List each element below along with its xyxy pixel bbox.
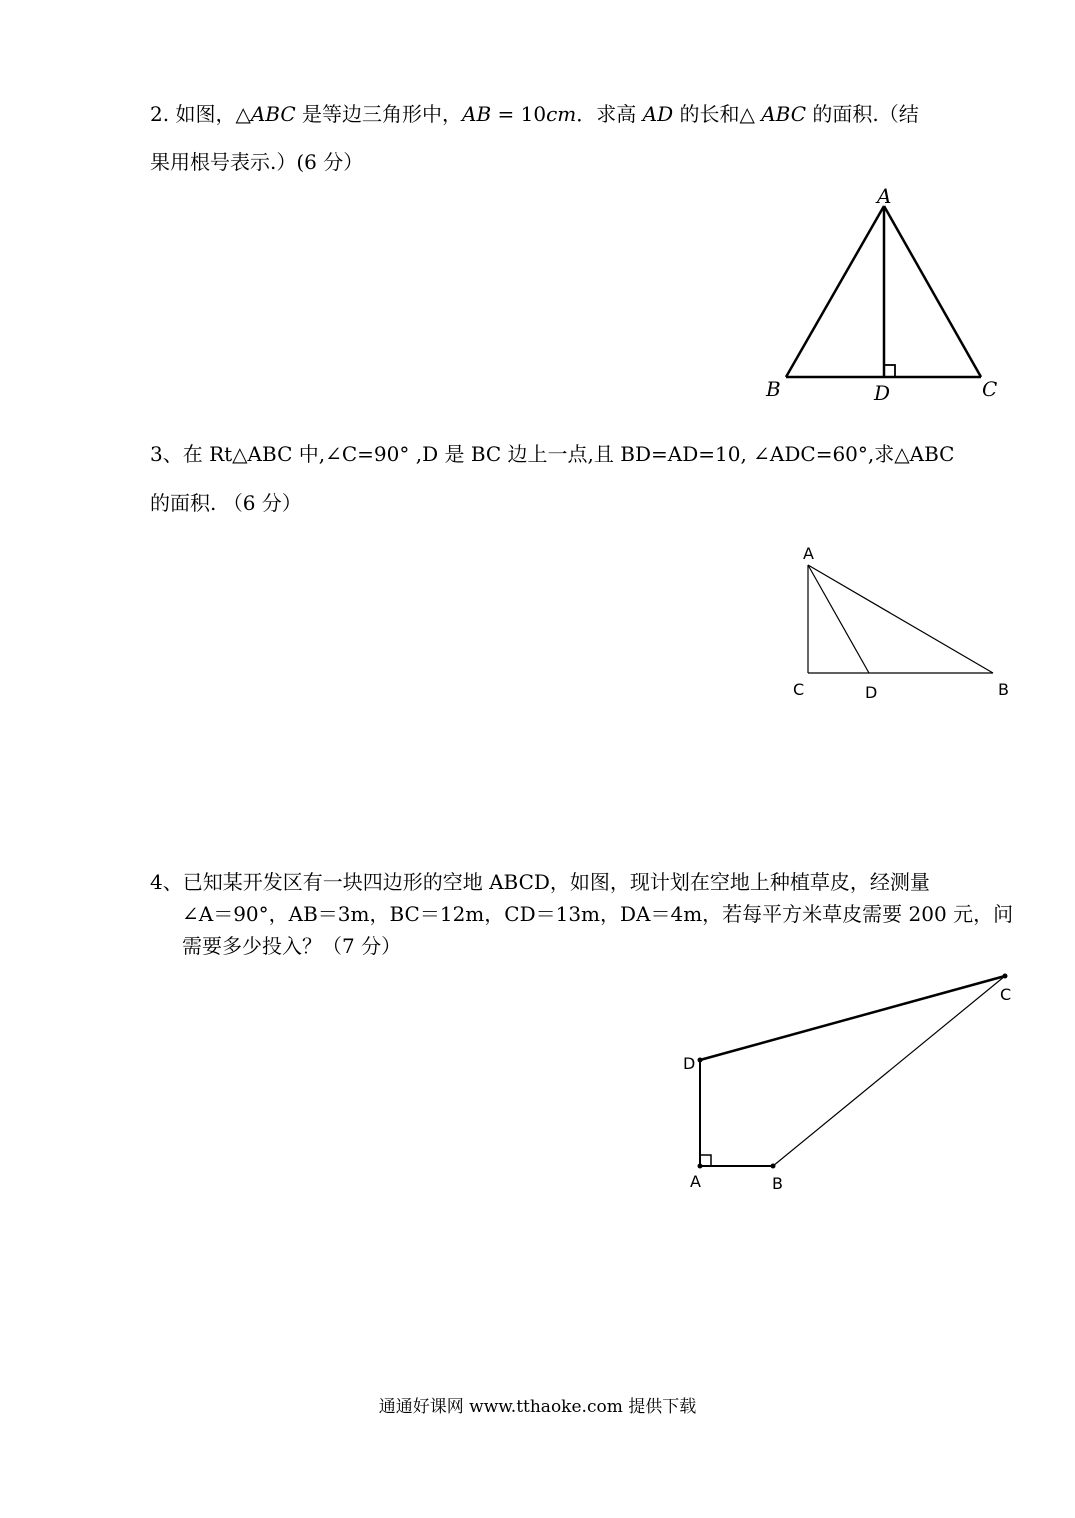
q2-label-a: A <box>877 184 892 208</box>
q4-point-b <box>771 1164 776 1169</box>
q2-text-6: 的面积.（结 <box>806 102 919 126</box>
q4-label-c: C <box>1000 985 1012 1004</box>
q2-math-ab: AB <box>462 102 492 126</box>
q2-label-d: D <box>874 381 891 405</box>
q4-point-a <box>698 1164 703 1169</box>
q4-point-c <box>1003 974 1008 979</box>
q4-line-3: 需要多少投入？（7 分） <box>182 934 402 958</box>
q4-label-b: B <box>772 1174 783 1193</box>
q4-side-bc <box>773 976 1005 1166</box>
q2-math-abc-2: ABC <box>761 102 807 126</box>
q2-text-5: 的长和△ <box>673 102 762 126</box>
q2-math-ad: AD <box>642 102 674 126</box>
q3-label-b: B <box>998 680 1009 699</box>
q2-math-cm: cm <box>546 102 577 126</box>
q2-number: 2. <box>150 102 170 126</box>
q2-text-4: ．求高 <box>576 102 643 126</box>
q3-label-a: A <box>803 544 814 563</box>
q3-line-1: 3、在 Rt△ABC 中,∠C=90° ,D 是 BC 边上一点,且 BD=AD=10, ∠ADC=60°,求△ABC <box>150 442 955 466</box>
q2-text-1: 如图，△ <box>175 102 251 126</box>
q2-label-c: C <box>982 377 998 401</box>
q3-label-c: C <box>793 680 805 699</box>
q4-side-dc <box>700 976 1005 1060</box>
q2-text-2: 是等边三角形中， <box>295 102 463 126</box>
q3-line-2: 的面积. （6 分） <box>150 491 302 515</box>
q4-label-d: D <box>683 1054 696 1073</box>
page-footer: 通通好课网 www.tthaoke.com 提供下载 <box>378 1397 697 1417</box>
q2-label-b: B <box>766 377 781 401</box>
q4-line-1: 4、已知某开发区有一块四边形的空地 ABCD，如图，现计划在空地上种植草皮，经测量 <box>150 870 930 894</box>
q2-line-2: 果用根号表示.）(6 分） <box>150 150 364 174</box>
q2-math-abc: ABC <box>250 102 296 126</box>
q3-label-d: D <box>865 683 878 702</box>
q4-point-d <box>698 1058 703 1063</box>
q4-label-a: A <box>690 1172 701 1191</box>
q4-line-2: ∠A＝90°，AB＝3m，BC＝12m，CD＝13m，DA＝4m，若每平方米草皮需要 200 元，问 <box>182 902 1014 926</box>
q2-text-3: = 10 <box>491 102 547 126</box>
